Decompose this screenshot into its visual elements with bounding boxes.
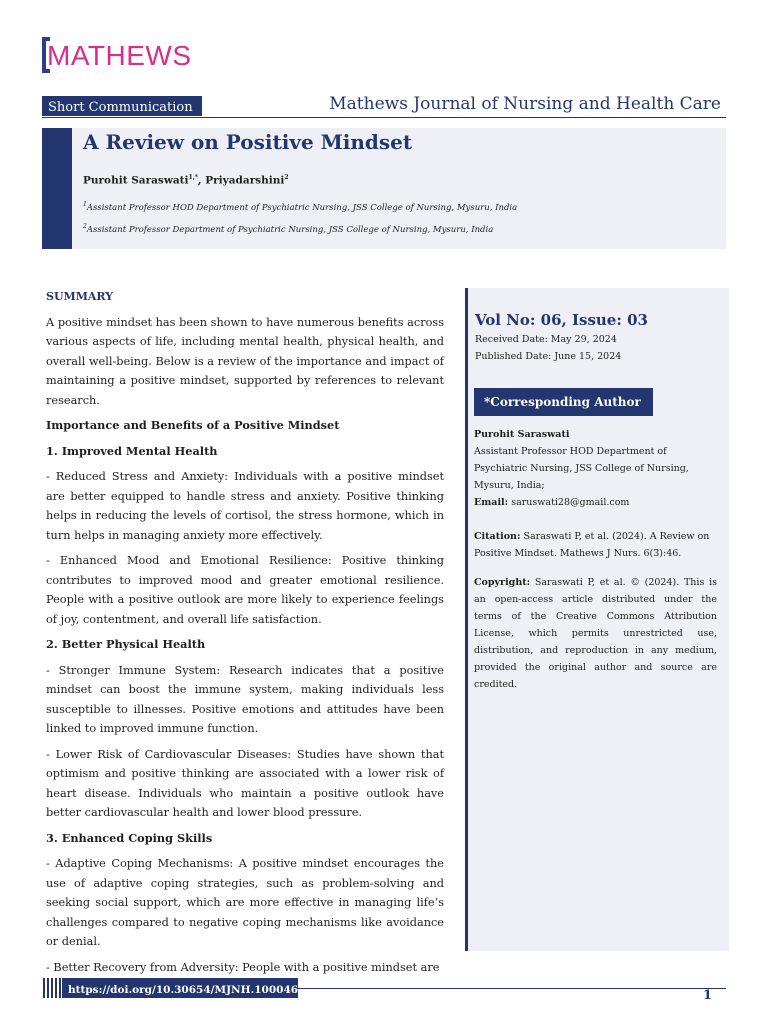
- author-1: Purohit Saraswati: [83, 174, 189, 187]
- footer-stripes-icon: [42, 978, 62, 998]
- aff1-text: Assistant Professor HOD Department of Psychiatric Nursing, JSS College of Nursing, Mysuru, India: [86, 202, 518, 213]
- author-1-sup: 1,*: [188, 174, 198, 181]
- paragraph: A positive mindset has been shown to have numerous benefits across various aspects of life, including mental health, physical health, and overall well-being. Below is a review of the importance and impact of maintaining a positive mindset, supported by references to relevant research.: [46, 315, 444, 407]
- author-list: [83, 174, 289, 187]
- paragraph: - Enhanced Mood and Emotional Resilience: Positive thinking contributes to improved mood and greater emotional resilience. People with a positive outlook are more likely to experience feelings of joy, contentment, and overall life satisfaction.: [46, 554, 444, 626]
- corr-affiliation: Assistant Professor HOD Department of Psychiatric Nursing, JSS College of Nursing, Mysuru, India;: [474, 446, 689, 491]
- paragraph: - Better Recovery from Adversity: People with a positive mindset are: [46, 960, 440, 974]
- article-title: A Review on Positive Mindset: [83, 130, 413, 154]
- doi-link[interactable]: https://doi.org/10.30654/MJNH.100046: [68, 984, 299, 996]
- section-heading: 3. Enhanced Coping Skills: [46, 830, 213, 845]
- copyright-block: [474, 574, 717, 693]
- corresponding-author-block: [474, 426, 717, 511]
- paragraph: - Adaptive Coping Mechanisms: A positive mindset encourages the use of adaptive coping strategies, such as problem-solving and seeking social support, which are more effective in managing life’s challenges compared to negative coping mechanisms like avoidance or denial.: [46, 857, 444, 948]
- aff2-sup: 2: [83, 223, 87, 230]
- page-number: 1: [702, 988, 712, 1003]
- volume-issue: Vol No: 06, Issue: 03: [475, 311, 648, 329]
- paragraph: - Reduced Stress and Anxiety: Individuals with a positive mindset are better equipped to handle stress and anxiety. Positive thinking helps in reducing the levels of cortisol, the stress hormone, which in turn helps in managing anxiety more effectively.: [46, 470, 444, 542]
- corresponding-author-bar: [474, 388, 653, 416]
- article-type: Short Communication: [48, 100, 193, 115]
- citation-block: [474, 528, 717, 562]
- main-column: [46, 287, 444, 983]
- received-date: Received Date: May 29, 2024: [475, 334, 617, 345]
- citation-label: Citation:: [474, 531, 521, 542]
- journal-name: Mathews Journal of Nursing and Health Care: [329, 94, 721, 114]
- copyright-text: Saraswati P, et al. © (2024). This is an open-access article distributed under the terms of the Creative Commons Attribution License, which permits unrestricted use, distribution, and reproduction in any medium, provided the original author and source are credited.: [474, 577, 717, 690]
- corr-name: Purohit Saraswati: [474, 429, 570, 440]
- summary-heading: SUMMARY: [46, 290, 114, 303]
- section-heading: Importance and Benefits of a Positive Mindset: [46, 418, 340, 432]
- email-label: Email:: [474, 497, 509, 508]
- header-rule: [42, 117, 726, 118]
- copyright-label: Copyright:: [474, 577, 531, 588]
- section-heading: 2. Better Physical Health: [46, 637, 206, 651]
- affiliation-2: [83, 223, 493, 235]
- author-sep: , Priyadarshini: [197, 174, 285, 187]
- corresponding-author-heading: *Corresponding Author: [484, 395, 641, 409]
- paragraph: - Lower Risk of Cardiovascular Diseases: Studies have shown that optimism and positive thinking are associated with a lower risk of heart disease. Individuals who maintain a positive outlook have better cardiovascular health and lower blood pressure.: [46, 747, 444, 819]
- affiliation-1: [83, 201, 517, 213]
- citation-text: Saraswati P, et al. (2024). A Review on Positive Mindset. Mathews J Nurs. 6(3):46.: [474, 531, 710, 559]
- title-accent-bar: [42, 128, 72, 249]
- aff2-text: Assistant Professor Department of Psychiatric Nursing, JSS College of Nursing, Mysuru, India: [86, 224, 494, 235]
- publisher-logo: MATHEWS: [47, 40, 192, 71]
- email-link[interactable]: saruswati28@gmail.com: [508, 497, 630, 508]
- published-date: Published Date: June 15, 2024: [475, 351, 622, 362]
- article-type-bar: [42, 96, 202, 116]
- doi-bar: [62, 978, 298, 998]
- paragraph: - Stronger Immune System: Research indicates that a positive mindset can boost the immune system, making individuals less susceptible to illnesses. Positive emotions and attitudes have been linked to improved immune function.: [46, 663, 444, 735]
- aff1-sup: 1: [83, 201, 87, 208]
- footer-rule: [298, 988, 726, 989]
- section-heading: 1. Improved Mental Health: [46, 443, 218, 458]
- author-2-sup: 2: [284, 174, 289, 181]
